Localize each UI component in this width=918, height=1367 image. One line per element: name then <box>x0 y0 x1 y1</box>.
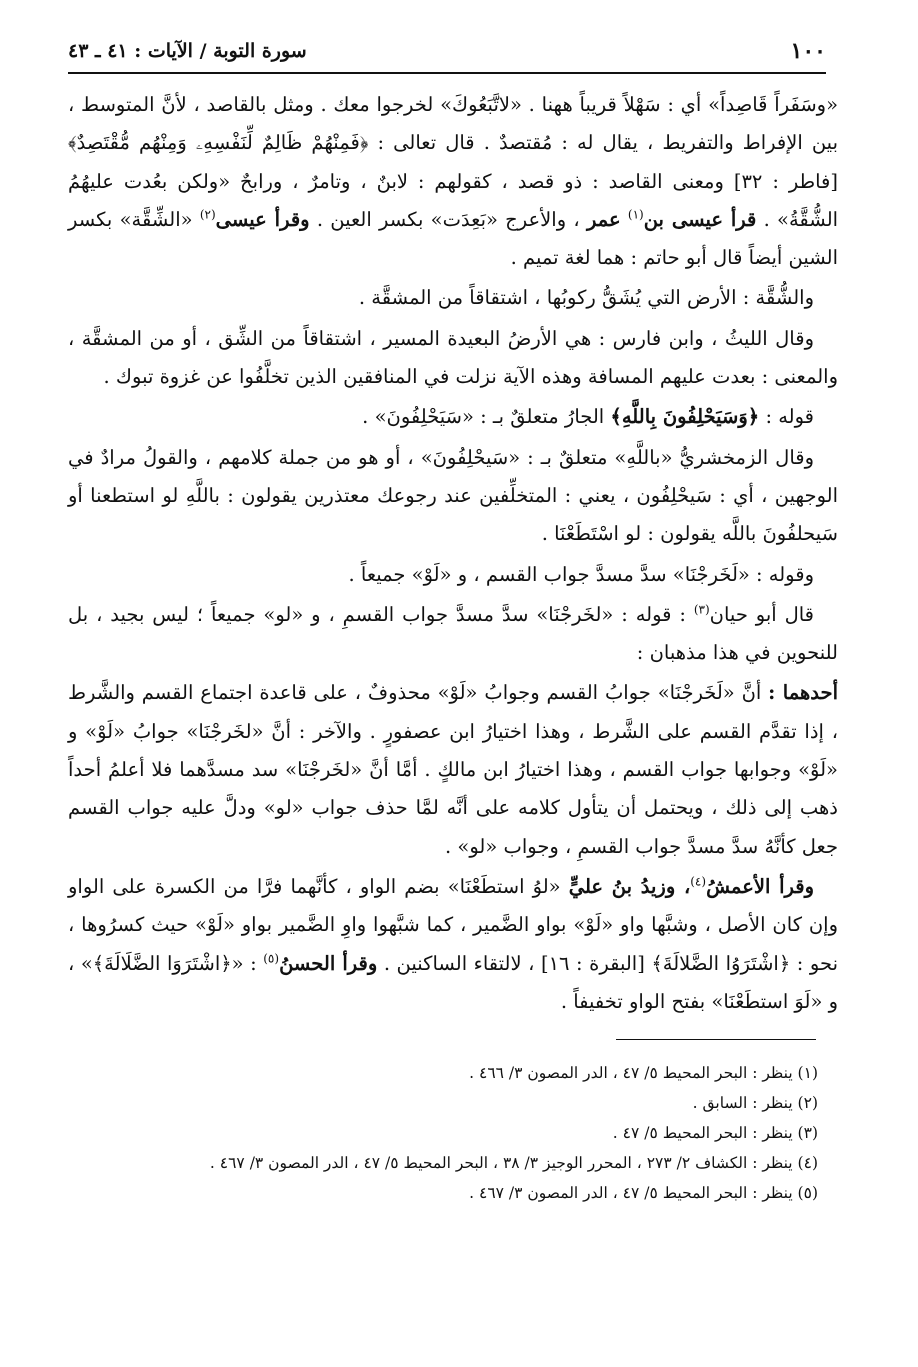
reading-isa-label: قرأ عيسى بن <box>643 207 757 231</box>
paragraph-text: ، والأعرج «بَعِدَت» بكسر العين . <box>316 207 580 231</box>
paragraph-amash <box>68 868 838 1021</box>
paragraph-abu-hayyan <box>68 596 838 673</box>
paragraph-text: أنَّ «لَخَرجْنَا» جوابُ القسم وجوابُ «لَوْ» محذوفٌ ، على قاعدة اجتماع <box>200 681 762 705</box>
paragraph-lakharajna <box>68 556 838 594</box>
footnote-ref: (٣) <box>693 602 710 617</box>
header-rule <box>68 72 826 74</box>
quran-ayah: ﴿وَسَيَحْلِفُونَ بِاللَّهِ﴾ <box>610 405 760 429</box>
footnote-item: (٢) ينظر : السابق . <box>692 1094 818 1113</box>
paragraph-text: قال أبو حيان <box>709 602 814 626</box>
paragraph-text: على الواو وإن كان الأصل ، وشبَّها واو «لَوْ» بواو الضَّمير ، كما شبَّهوا واوِ الضَّمير بواو «لَوْ» حيث كسرُوها ، نحو : ﴿اشْتَرَوُا الضَّلالَةَ﴾ [البقرة : ١٦] ، لالتقاء الساكنين . <box>68 874 838 975</box>
paragraph-text: القسم والشَّرط ، إذا تقدَّم القسم على الشَّرط ، وهذا اختيارُ ابن عصفورٍ . والآخر : أنَّ «لخَرجْنَا» جوابُ «لَوْ» و «لَوْ» وجوابها جواب القسم ، وهذا اختيارُ ابن مالكٍ . أمَّا أنَّ «لخَرجْنَا» سد مسدَّهما فلا أعلمُ أحداً ذهب إلى ذلك ، ويحتمل أن يتأول كلامه على أنَّه لمَّا حذف جواب «لو» ودلَّ عليه جواب القسم جعل كأنَّهُ سدَّ مسدَّ جواب القسمِ ، وجواب «لو» . <box>68 681 838 858</box>
footnote-ref: (١) <box>627 207 644 222</box>
reading-isa-label-2: وقرأ عيسى <box>215 207 310 231</box>
reading-zayd-label: ، وزيدُ بنُ عليٍّ <box>568 874 691 898</box>
reading-isa-name: عمر <box>586 207 621 231</box>
paragraph-zamakhshari <box>68 439 838 554</box>
page-header <box>68 34 826 68</box>
paragraph-text: «لوُ استطَعْنَا» بضم الواو ، كأنَّهما فرَّا من الكسرة <box>154 874 561 898</box>
paragraph-text: الجارُ متعلقٌ بـ : «سَيَحْلِفُونَ» . <box>362 405 605 429</box>
paragraph-layth <box>68 320 838 397</box>
paragraph-text: وقال الزمخشريُّ «باللَّهِ» متعلقٌ بـ : «سَيحْلِفُونَ» ، أو هو من جملة كلامهم ، والقولُ مرادٌ في الوجهين ، أي : سَيحْلِفُون ، يعني : المتخلِّفين عند رجوعك معتذرين يقولون : باللَّهِ لو استطعنا أو سَيحلفُونَ باللَّه يقولون : لو اسْتَطَعْنَا . <box>68 445 838 546</box>
paragraph-text: والشُّقَّة : الأرض التي يُشَقُّ ركوبُها ، اشتقاقاً من المشقَّة . <box>358 286 814 310</box>
reading-hasan-label: وقرأ الحسنُ <box>279 951 378 975</box>
paragraph-ahaduhuma <box>68 674 838 865</box>
footnote-separator <box>616 1039 816 1040</box>
paragraph-text: : قوله : «لخَرجْنَا» سدَّ مسدَّ جواب القسمِ ، و «لو» جميعاً ؛ ليس بجيد ، بل للنحوين في هذا مذهبان : <box>68 602 838 665</box>
reading-amash-label: وقرأ الأعمشُ <box>706 874 814 898</box>
paragraph-safaran <box>68 86 838 277</box>
footnote-item: (١) ينظر : البحر المحيط ٥/ ٤٧ ، الدر المصون ٣/ ٤٦٦ . <box>469 1064 818 1083</box>
main-text <box>68 86 838 1021</box>
page-number: ١٠٠ <box>790 38 826 64</box>
footnotes <box>68 1058 838 1208</box>
first-opinion-label: أحدهما : <box>768 681 839 705</box>
paragraph-shuqqa <box>68 279 838 317</box>
running-title: سورة التوبة / الآيات : ٤١ ـ ٤٣ <box>68 40 307 62</box>
footnote-ref: (٥) <box>263 951 280 966</box>
paragraph-text: «وسَفَراً قَاصِداً» أي : سَهْلاً قريباً ههنا . «لاتَّبَعُوكَ» لخرجوا معك . ومثل بالقاصد ، لأنَّ المتوسط ، بين الإفراط والتفريط ، يقال له : مُقتصدٌ . قال تعالى : ﴿فَمِنْهُمْ ظَالِمٌ لِّنَفْسِهِۦ وَمِنْهُم مُّقْتَصِدٌ﴾ [فاطر : ٣٢] ومعنى القاصد : ذو قصد ، كقولهم : لابنٌ ، وتامرٌ ، ورابحٌ «ولكن بعُدت عليهُمُ الشُّقَّةُ» . <box>68 93 839 231</box>
footnote-item: (٤) ينظر : الكشاف ٢/ ٢٧٣ ، المحرر الوجيز ٣/ ٣٨ ، البحر المحيط ٥/ ٤٧ ، الدر المصون ٣/ ٤٦٧ . <box>209 1154 818 1173</box>
paragraph-text: : «﴿اشْتَرَوَا الضَّلَالَةَ﴾» ، و «لَوَ استطَعْنَا» بفتح الواو تخفيفاً . <box>68 951 838 1013</box>
footnote-item: (٥) ينظر : البحر المحيط ٥/ ٤٧ ، الدر المصون ٣/ ٤٦٧ . <box>469 1184 818 1203</box>
paragraph-text: «الشِّقَّة» بكسر الشين أيضاً قال أبو حاتم : هما لغة تميم . <box>68 207 838 270</box>
footnote-item: (٣) ينظر : البحر المحيط ٥/ ٤٧ . <box>612 1124 818 1143</box>
paragraph-text: قوله : <box>765 405 814 429</box>
paragraph-text: وقوله : «لَخَرجْنَا» سدَّ مسدَّ جواب القسم ، و «لَوْ» جميعاً . <box>348 562 814 586</box>
footnote-ref: (٢) <box>199 207 216 222</box>
paragraph-qawluhu <box>68 398 838 436</box>
paragraph-text: وقال الليثُ ، وابن فارس : هي الأرضُ البعيدة المسير ، اشتقاقاً من الشِّق ، أو من المشقَّة ، والمعنى : بعدت عليهم المسافة وهذه الآية نزلت في المنافقين الذين تخلَّفُوا عن غزوة تبوك . <box>68 326 838 389</box>
footnote-ref: (٤) <box>690 874 707 889</box>
